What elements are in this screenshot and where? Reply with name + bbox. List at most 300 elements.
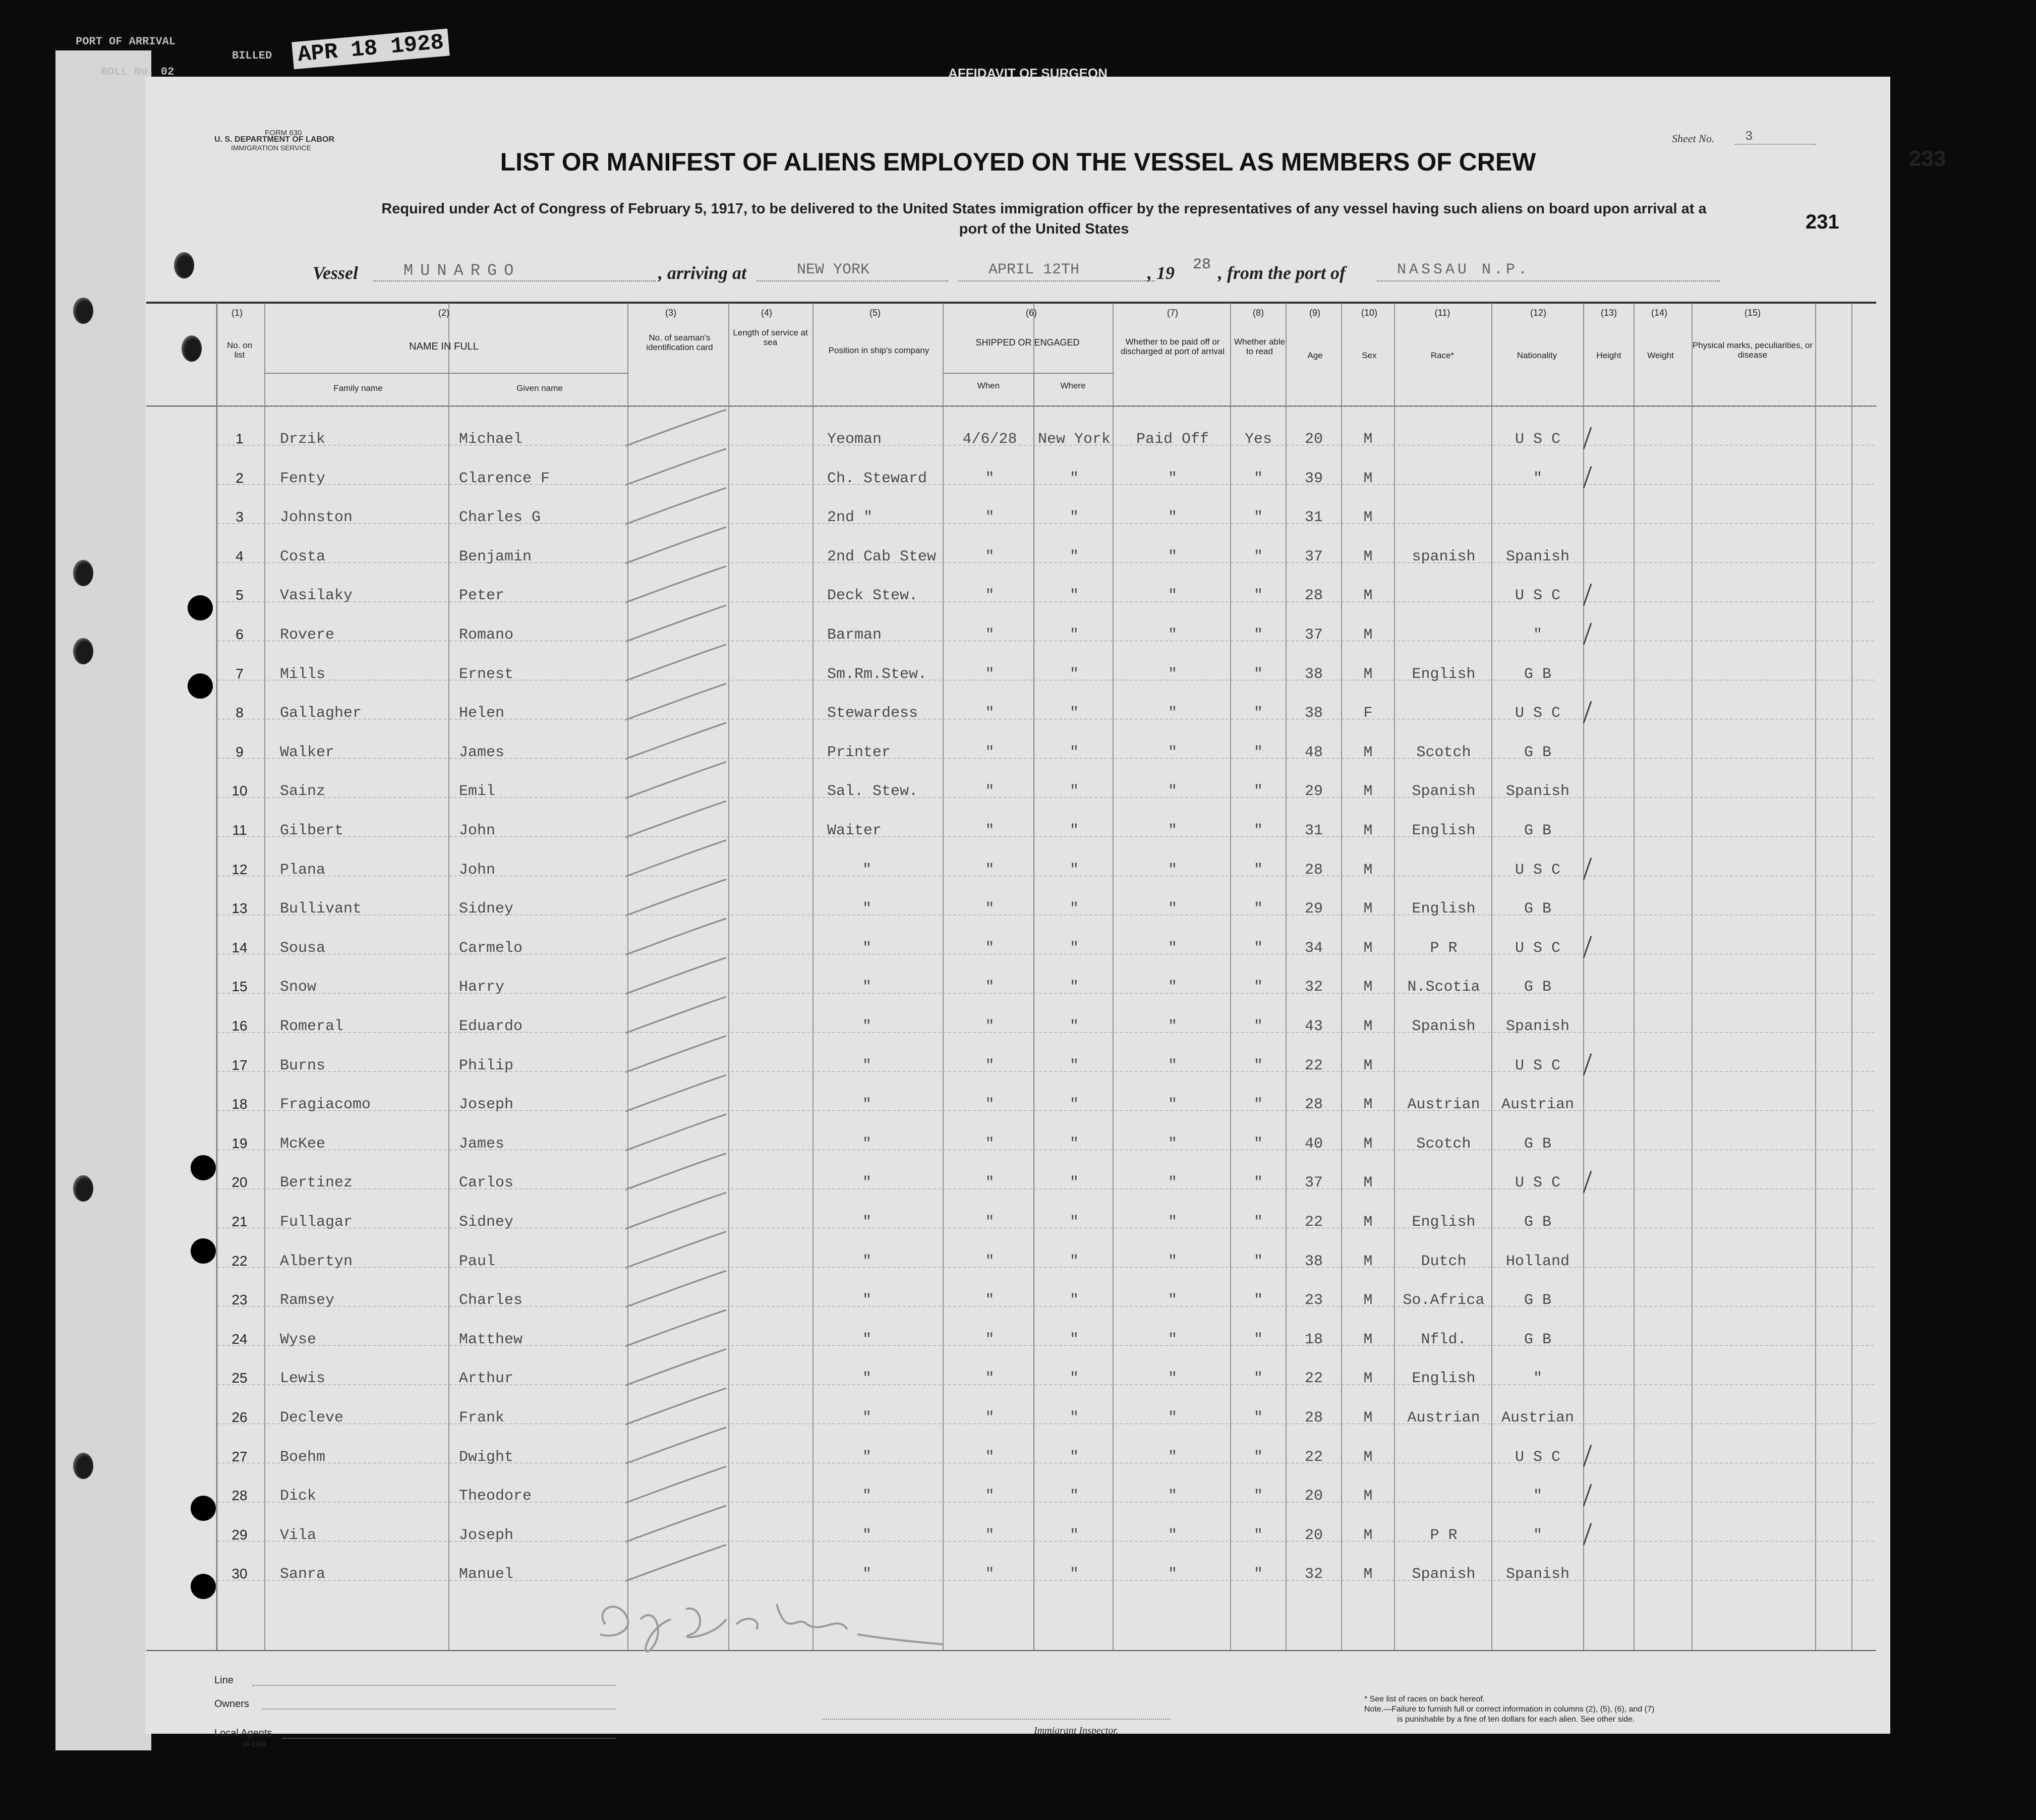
sex: M (1363, 822, 1373, 839)
sex: M (1363, 1214, 1373, 1231)
col-3-number: (3) (665, 308, 676, 318)
pencil-stroke (625, 449, 726, 485)
race: Scotch (1416, 1135, 1471, 1153)
given-name: Ernest (459, 665, 514, 683)
able-to-read: " (1253, 1331, 1263, 1348)
nationality: G B (1524, 1292, 1551, 1310)
sex: M (1363, 1135, 1373, 1153)
row-number: 27 (231, 1448, 248, 1464)
sex: M (1363, 1448, 1373, 1466)
shipped-where: " (1069, 1566, 1079, 1583)
pencil-stroke (625, 1232, 726, 1268)
given-name: Joseph (459, 1526, 514, 1544)
sex: M (1363, 627, 1373, 644)
shipped-where: " (1069, 1253, 1079, 1270)
family-name: Bullivant (280, 900, 362, 918)
shipped-when: " (985, 1526, 995, 1544)
inspector-label: Immigrant Inspector. (1034, 1725, 1119, 1736)
age: 32 (1304, 979, 1323, 996)
shipped-when: " (985, 939, 995, 957)
row-number: 29 (231, 1526, 248, 1543)
given-name: Paul (459, 1253, 496, 1270)
row-number: 21 (231, 1214, 248, 1229)
given-name: James (459, 744, 505, 761)
col-4-header: Length of service at sea (733, 328, 808, 347)
given-name: Philip (459, 1057, 514, 1074)
paid-off: " (1168, 587, 1177, 605)
shipped-where: " (1069, 1488, 1079, 1505)
shipped-when: " (985, 1018, 995, 1035)
shipped-when: " (985, 627, 995, 644)
billed-stamp: BILLED (232, 49, 272, 62)
shipped-where: " (1069, 822, 1079, 839)
year-prefix: , 19 (1147, 263, 1175, 283)
sex: M (1363, 1096, 1373, 1114)
able-to-read: " (1253, 1174, 1263, 1192)
able-to-read: " (1253, 470, 1263, 487)
roll-number-stamp: ROLL No. 02 (101, 66, 174, 78)
shipped-where: " (1069, 979, 1079, 996)
shipped-when: " (985, 744, 995, 761)
position: Waiter (827, 822, 882, 839)
paid-off: " (1168, 627, 1177, 644)
age: 39 (1304, 470, 1323, 487)
paid-off: " (1168, 1566, 1177, 1583)
shipped-where: " (1069, 1448, 1079, 1466)
shipped-when: " (985, 1370, 995, 1388)
given-name: Helen (459, 705, 505, 722)
row-number: 2 (236, 470, 244, 486)
shipped-when: " (985, 822, 995, 839)
age: 20 (1304, 1526, 1323, 1544)
race: English (1412, 900, 1476, 918)
col-6-header: SHIPPED OR ENGAGED (975, 337, 1080, 348)
shipped-when: " (985, 1253, 995, 1270)
shipped-where: " (1069, 1214, 1079, 1231)
family-name-header: Family name (333, 383, 383, 393)
family-name: Rovere (280, 627, 335, 644)
col-10-number: (10) (1361, 308, 1377, 318)
given-name: Sidney (459, 900, 514, 918)
row-number: 25 (231, 1370, 248, 1386)
paid-off: Paid Off (1136, 431, 1209, 448)
shipped-when: " (985, 1096, 995, 1114)
given-name: Matthew (459, 1331, 523, 1348)
shipped-when: " (985, 1488, 995, 1505)
row-number: 12 (231, 861, 248, 877)
form-code: 14-1249 (242, 1740, 266, 1748)
paid-off: " (1168, 1448, 1177, 1466)
position: " (862, 1135, 872, 1153)
sex: M (1363, 1409, 1373, 1427)
race: N.Scotia (1407, 979, 1480, 996)
family-name: Plana (280, 861, 326, 879)
row-number: 22 (231, 1253, 248, 1269)
able-to-read: " (1253, 1409, 1263, 1427)
family-name: Decleve (280, 1409, 344, 1427)
shipped-where: " (1069, 939, 1079, 957)
given-name: Benjamin (459, 548, 532, 565)
given-name: James (459, 1135, 505, 1153)
col-3-header: No. of seaman's identification card (646, 333, 713, 352)
given-name: Theodore (459, 1488, 532, 1505)
check-mark (1584, 623, 1591, 645)
family-name: Fullagar (280, 1214, 353, 1231)
given-name: Peter (459, 587, 505, 605)
race: spanish (1412, 548, 1476, 565)
able-to-read: " (1253, 1214, 1263, 1231)
age: 22 (1304, 1370, 1323, 1388)
sex: M (1363, 783, 1373, 801)
able-to-read: " (1253, 1018, 1263, 1035)
col-10-header: Sex (1362, 351, 1377, 360)
family-name: Wyse (280, 1331, 317, 1348)
age: 29 (1304, 900, 1323, 918)
age: 48 (1304, 744, 1323, 761)
check-mark (1584, 701, 1591, 723)
family-name: Johnston (280, 509, 353, 527)
position: " (862, 1253, 872, 1270)
col-9-header: Age (1307, 351, 1323, 360)
paid-off: " (1168, 1292, 1177, 1310)
nationality: U S C (1515, 1174, 1560, 1192)
where-header: Where (1060, 381, 1086, 390)
nationality: G B (1524, 1214, 1551, 1231)
row-number: 10 (231, 783, 248, 799)
shipped-where: " (1069, 1331, 1079, 1348)
sex: M (1363, 1292, 1373, 1310)
nationality: U S C (1515, 1448, 1560, 1466)
col-8-number: (8) (1253, 308, 1264, 318)
able-to-read: " (1253, 1370, 1263, 1388)
shipped-where: " (1069, 509, 1079, 527)
position: " (862, 1096, 872, 1114)
shipped-when: " (985, 783, 995, 801)
race: Spanish (1412, 1566, 1476, 1583)
age: 22 (1304, 1057, 1323, 1074)
check-mark (1584, 584, 1591, 605)
family-name: Albertyn (280, 1253, 353, 1270)
nationality: " (1533, 1370, 1542, 1388)
position: " (862, 1331, 872, 1348)
family-name: Romeral (280, 1018, 344, 1035)
race: Nfld. (1421, 1331, 1467, 1348)
able-to-read: Yes (1244, 431, 1272, 448)
row-number: 11 (232, 822, 247, 838)
able-to-read: " (1253, 783, 1263, 801)
shipped-when: " (985, 979, 995, 996)
able-to-read: " (1253, 627, 1263, 644)
sex: M (1363, 509, 1373, 527)
note-races: * See list of races on back hereof. (1364, 1695, 1485, 1703)
paid-off: " (1168, 665, 1177, 683)
shipped-when: " (985, 1448, 995, 1466)
pencil-stroke (625, 840, 726, 877)
pencil-stroke (625, 527, 726, 563)
sex: M (1363, 979, 1373, 996)
row-number: 19 (231, 1135, 248, 1151)
owners-label: Owners (214, 1698, 249, 1710)
position: Deck Stew. (827, 587, 918, 605)
col-13-number: (13) (1600, 308, 1617, 318)
nationality: Spanish (1505, 548, 1570, 565)
paid-off: " (1168, 1409, 1177, 1427)
line-underline (252, 1685, 615, 1686)
col-4-number: (4) (761, 308, 772, 318)
paid-off: " (1168, 1214, 1177, 1231)
position: Sm.Rm.Stew. (827, 665, 927, 683)
family-name: Vila (280, 1526, 317, 1544)
pencil-stroke (625, 1036, 726, 1072)
shipped-where: " (1069, 1370, 1079, 1388)
paid-off: " (1168, 1253, 1177, 1270)
paid-off: " (1168, 1018, 1177, 1035)
sex: M (1363, 431, 1373, 448)
paid-off: " (1168, 1096, 1177, 1114)
age: 34 (1304, 939, 1323, 957)
pencil-stroke (625, 488, 726, 524)
pencil-stroke (625, 1506, 726, 1542)
position: " (862, 900, 872, 918)
given-name: Frank (459, 1409, 505, 1427)
sex: M (1363, 587, 1373, 605)
shipped-where: " (1069, 1409, 1079, 1427)
paid-off: " (1168, 1526, 1177, 1544)
family-name: Sainz (280, 783, 326, 801)
row-number: 6 (236, 627, 244, 642)
row-number: 3 (236, 509, 244, 525)
given-name-header: Given name (516, 383, 563, 393)
check-mark (1584, 1445, 1591, 1467)
nationality: " (1533, 1488, 1542, 1505)
age: 18 (1304, 1331, 1323, 1348)
page-title: LIST OR MANIFEST OF ALIENS EMPLOYED ON THE VESSEL AS MEMBERS OF CREW (500, 148, 1536, 176)
shipped-when: " (985, 1135, 995, 1153)
able-to-read: " (1253, 900, 1263, 918)
family-name: Dick (280, 1488, 317, 1505)
form-id: FORM 630 (265, 129, 302, 137)
paid-off: " (1168, 1488, 1177, 1505)
shipped-where: " (1069, 705, 1079, 722)
pencil-stroke (625, 410, 726, 446)
subtitle-line-2: port of the United States (959, 221, 1129, 237)
row-number: 15 (231, 979, 248, 995)
given-name: Emil (459, 783, 496, 801)
given-name: Eduardo (459, 1018, 523, 1035)
sex: M (1363, 665, 1373, 683)
shipped-when: " (985, 470, 995, 487)
paid-off: " (1168, 1135, 1177, 1153)
sex: M (1363, 1566, 1373, 1583)
shipped-when: " (985, 1409, 995, 1427)
pencil-stroke (625, 645, 726, 681)
col-8-header: Whether able to read (1234, 337, 1286, 356)
position: 2nd Cab Stew (827, 548, 937, 565)
given-name: Arthur (459, 1370, 514, 1388)
nationality: Spanish (1505, 783, 1570, 801)
able-to-read: " (1253, 1292, 1263, 1310)
given-name: John (459, 822, 496, 839)
pencil-stroke (625, 684, 726, 720)
age: 37 (1304, 548, 1323, 565)
sex: M (1363, 744, 1373, 761)
arriving-label: , arriving at (658, 263, 747, 283)
col-13-header: Height (1596, 351, 1621, 360)
page-stamp-233: 233 (1909, 146, 1946, 171)
position: " (862, 1370, 872, 1388)
sex: M (1363, 939, 1373, 957)
family-name: Fragiacomo (280, 1096, 371, 1114)
position: " (862, 1566, 872, 1583)
shipped-when: " (985, 1214, 995, 1231)
department-label: U. S. DEPARTMENT OF LABOR (214, 135, 334, 144)
sheet-label: Sheet No. (1672, 132, 1715, 145)
pencil-stroke (625, 1075, 726, 1111)
age: 37 (1304, 1174, 1323, 1192)
nationality: G B (1524, 900, 1551, 918)
able-to-read: " (1253, 744, 1263, 761)
given-name: Carmelo (459, 939, 523, 957)
shipped-where: " (1069, 548, 1079, 565)
position: " (862, 1488, 872, 1505)
position: Barman (827, 627, 882, 644)
position: Ch. Steward (827, 470, 927, 487)
row-number: 20 (231, 1174, 248, 1190)
paid-off: " (1168, 1057, 1177, 1074)
nationality: U S C (1515, 939, 1560, 957)
pencil-stroke (625, 1349, 726, 1385)
given-name: Romano (459, 627, 514, 644)
family-name: Ramsey (280, 1292, 335, 1310)
position: Yeoman (827, 431, 882, 448)
check-mark (1584, 1054, 1591, 1075)
paid-off: " (1168, 822, 1177, 839)
row-number: 23 (231, 1292, 248, 1308)
given-name: Sidney (459, 1214, 514, 1231)
age: 40 (1304, 1135, 1323, 1153)
age: 38 (1304, 705, 1323, 722)
nationality: G B (1524, 1331, 1551, 1348)
shipped-where: " (1069, 861, 1079, 879)
able-to-read: " (1253, 1057, 1263, 1074)
col-2-number: (2) (438, 308, 449, 318)
age: 32 (1304, 1566, 1323, 1583)
nationality: " (1533, 470, 1542, 487)
local-agents-label: Local Agents (214, 1728, 272, 1739)
col-14-number: (14) (1651, 308, 1667, 318)
col-2-header: NAME IN FULL (409, 341, 479, 352)
family-name: Mills (280, 665, 326, 683)
pencil-stroke (625, 762, 726, 798)
age: 28 (1304, 1096, 1323, 1114)
col-7-number: (7) (1167, 308, 1178, 318)
note-penalty: Note.—Failure to furnish full or correct information in columns (2), (5), (6), and (7) (1364, 1705, 1655, 1714)
shipped-where: " (1069, 1057, 1079, 1074)
paid-off: " (1168, 1331, 1177, 1348)
race: P R (1430, 1526, 1458, 1544)
given-name: Charles G (459, 509, 541, 527)
sex: M (1363, 1253, 1373, 1270)
inspector-signature (585, 1569, 948, 1670)
race: P R (1430, 939, 1458, 957)
year-suffix: 28 (1193, 256, 1211, 273)
race: Austrian (1407, 1409, 1480, 1427)
able-to-read: " (1253, 548, 1263, 565)
sheet-number: 3 (1745, 129, 1753, 144)
nationality: G B (1524, 1135, 1551, 1153)
nationality: G B (1524, 979, 1551, 996)
row-number: 28 (231, 1488, 248, 1504)
col-11-header: Race* (1430, 351, 1455, 360)
row-number: 26 (231, 1409, 248, 1425)
nationality: Austrian (1501, 1096, 1575, 1114)
shipped-when: " (985, 509, 995, 527)
given-name: Joseph (459, 1096, 514, 1114)
pencil-stroke (625, 566, 726, 602)
col-6-number: (6) (1026, 308, 1037, 318)
col-1-header: No. on list (226, 340, 253, 360)
given-name: Dwight (459, 1448, 514, 1466)
race: Spanish (1412, 1018, 1476, 1035)
sex: M (1363, 900, 1373, 918)
col-5-number: (5) (869, 308, 881, 318)
sex: M (1363, 1174, 1373, 1192)
check-mark (1584, 467, 1591, 488)
family-name: Vasilaky (280, 587, 353, 605)
position: Stewardess (827, 705, 918, 722)
nationality: " (1533, 627, 1542, 644)
check-mark (1584, 1523, 1591, 1545)
row-number: 24 (231, 1331, 248, 1347)
sex: M (1363, 548, 1373, 565)
position: " (862, 1174, 872, 1192)
able-to-read: " (1253, 979, 1263, 996)
col-1-number: (1) (231, 308, 243, 318)
position: " (862, 939, 872, 957)
affidavit-label: AFFIDAVIT OF SURGEON (948, 66, 1108, 81)
nationality: U S C (1515, 587, 1560, 605)
age: 43 (1304, 1018, 1323, 1035)
nationality: Spanish (1505, 1018, 1570, 1035)
row-number: 14 (231, 939, 248, 955)
shipped-where: " (1069, 627, 1079, 644)
position: " (862, 1214, 872, 1231)
row-number: 17 (231, 1057, 248, 1073)
shipped-where: " (1069, 1292, 1079, 1310)
able-to-read: " (1253, 665, 1263, 683)
shipped-when: " (985, 1057, 995, 1074)
pencil-stroke (625, 1428, 726, 1464)
shipped-where: " (1069, 900, 1079, 918)
able-to-read: " (1253, 939, 1263, 957)
nationality: " (1533, 1526, 1542, 1544)
sex: F (1363, 705, 1373, 722)
position: " (862, 1018, 872, 1035)
position: Printer (827, 744, 891, 761)
race: Scotch (1416, 744, 1471, 761)
shipped-when: 4/6/28 (962, 431, 1017, 448)
position: " (862, 1057, 872, 1074)
age: 31 (1304, 822, 1323, 839)
race: Dutch (1421, 1253, 1467, 1270)
shipped-where: " (1069, 1174, 1079, 1192)
able-to-read: " (1253, 509, 1263, 527)
shipped-when: " (985, 548, 995, 565)
age: 29 (1304, 783, 1323, 801)
row-number: 5 (236, 587, 244, 603)
paid-off: " (1168, 861, 1177, 879)
sex: M (1363, 1018, 1373, 1035)
